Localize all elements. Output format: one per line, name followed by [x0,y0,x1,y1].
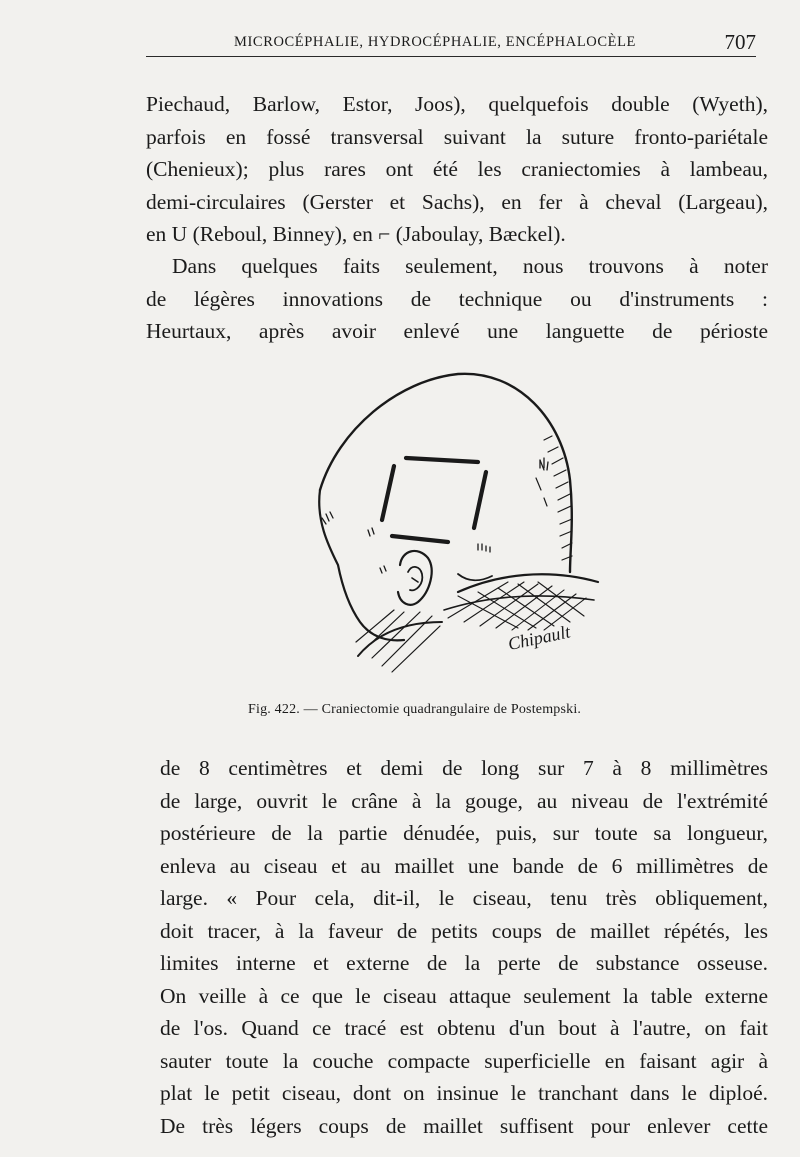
craniectomy-marks [382,458,486,542]
running-title: MICROCÉPHALIE, HYDROCÉPHALIE, ENCÉPHALOCÈLE [234,34,636,50]
text-line: en U (Reboul, Binney), en ⌐ (Jaboulay, Bæckel). [146,222,566,246]
figure-caption: Fig. 422. — Craniectomie quadrangulaire de Postempski. [248,702,582,717]
text-line: De très légers coups de maillet suffisent pour enlever cette [160,1113,768,1138]
text-line: (Chenieux); plus rares ont été les craniectomies à lambeau, [146,157,768,181]
paragraph-2 [146,250,768,348]
face-outline [319,490,404,640]
text-line: de l'os. Quand ce tracé est obtenu d'un bout à l'autre, on fait [160,1016,768,1040]
text-line: parfois en fossé transversal suivant la suture fronto-pariétale [146,124,768,149]
text-line: de 8 centimètres et demi de long sur 7 à 8 millimètres [160,756,768,780]
text-line: postérieure de la partie dénudée, puis, sur toute sa longueur, [160,821,768,845]
text-line: enleva au ciseau et au maillet une bande de 6 millimètres de [160,853,768,878]
text-line: de légères innovations de technique ou d'instruments : [146,286,768,311]
text-line: large. « Pour cela, dit-il, le ciseau, tenu très obliquement, [160,886,768,910]
paragraph-3 [160,752,768,1142]
text-line: de large, ouvrit le crâne à la gouge, au niveau de l'extrémité [160,788,768,813]
text-line: plat le petit ciseau, dont on insinue le tranchant dans le diploé. [160,1081,768,1105]
artist-signature: Chipault [506,621,572,655]
text-line: doit tracer, à la faveur de petits coups de maillet répétés, les [160,918,768,943]
text-line: limites interne et externe de la perte de substance osseuse. [160,951,768,975]
text-line: demi-circulaires (Gerster et Sachs), en fer à cheval (Largeau), [146,189,768,214]
text-line: sauter toute la couche compacte superficielle en faisant agir à [160,1048,768,1073]
paragraph-1 [146,88,768,251]
text-line: Dans quelques faits seulement, nous trouvons à noter [172,254,768,278]
text-line: On veille à ce que le ciseau attaque seulement la table externe [160,983,768,1008]
page-number: 707 [724,30,756,54]
ear [398,551,432,605]
running-head [146,32,756,57]
head-illustration [308,360,608,690]
collar [458,574,598,592]
text-line: Heurtaux, après avoir enlevé une languette de périoste [146,319,768,343]
text-line: Piechaud, Barlow, Estor, Joos), quelquefois double (Wyeth), [146,92,768,116]
